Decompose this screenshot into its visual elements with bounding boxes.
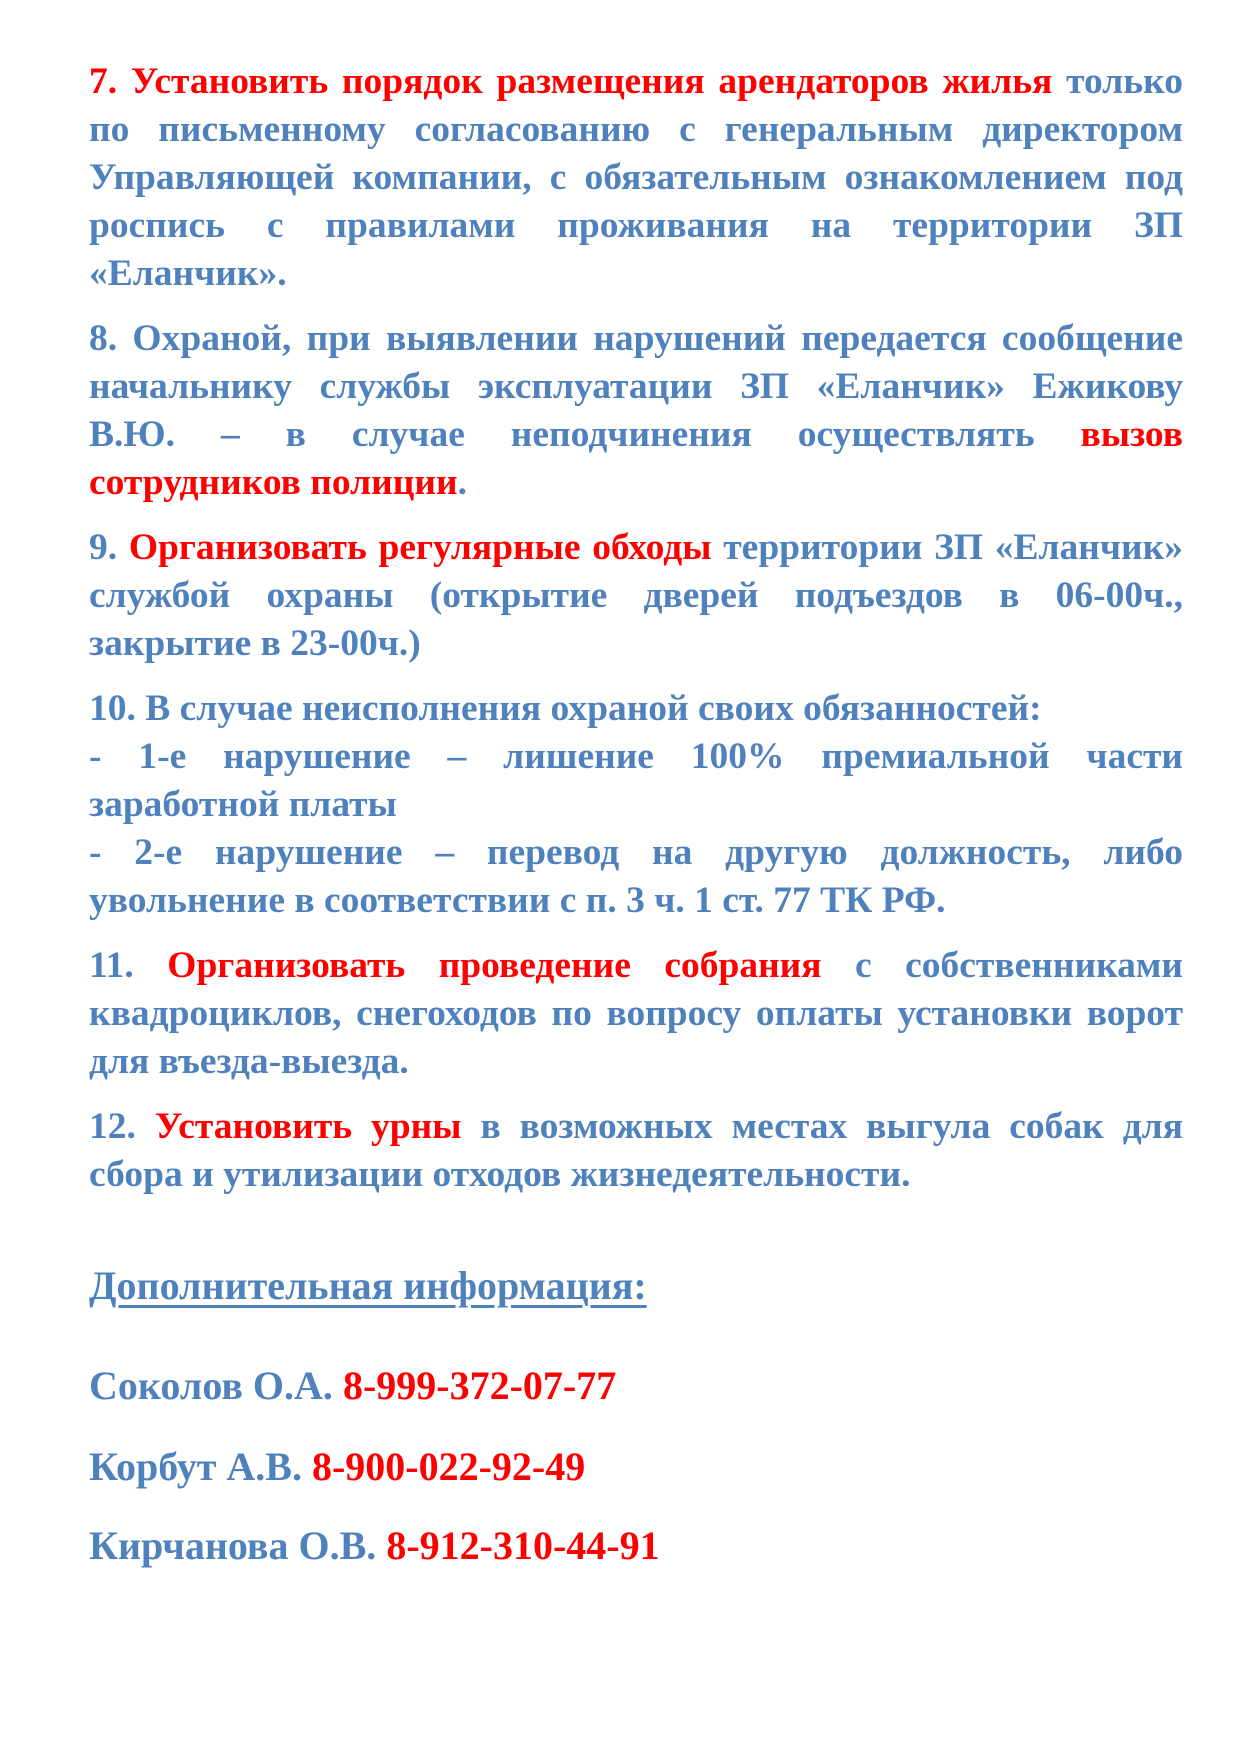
item-11-number: 11. xyxy=(89,945,134,986)
item-9-number: 9. xyxy=(89,527,118,568)
contact-line xyxy=(89,1362,616,1409)
item-7-number: 7. xyxy=(89,61,118,102)
item-8 xyxy=(89,315,1183,507)
item-7-lead: Установить порядок размещения арендаторов жилья xyxy=(130,61,1053,102)
item-9-highlight: Организовать регулярные обходы xyxy=(128,527,712,568)
item-10-violation-1: - 1-е нарушение – лишение 100% премиальной части заработной платы xyxy=(89,736,1183,825)
contact-phone: 8-912-310-44-91 xyxy=(386,1523,660,1568)
document-body xyxy=(89,58,1183,1216)
contact-name: Соколов О.А. xyxy=(89,1363,333,1408)
item-9-text: территории ЗП «Еланчик» службой охраны (открытие дверей подъездов в 06-00ч., закрытие в 23-00ч.) xyxy=(89,527,1184,664)
item-7-text: только по письменному согласованию с генеральным директором Управляющей компании, с обязательным ознакомлением под роспись с правилами проживания на территории ЗП «Еланчик». xyxy=(89,61,1183,294)
item-12-text: в возможных местах выгула собак для сбора и утилизации отходов жизнедеятельности. xyxy=(89,1106,1183,1195)
item-9 xyxy=(89,524,1183,668)
item-12-number: 12. xyxy=(89,1106,136,1147)
item-12-highlight: Установить урны xyxy=(154,1106,462,1147)
additional-info-title: Дополнительная информация: xyxy=(89,1263,647,1308)
item-10 xyxy=(89,685,1183,925)
item-7 xyxy=(89,58,1183,298)
contact-line xyxy=(89,1522,660,1569)
item-8-number: 8. xyxy=(89,318,118,359)
contact-phone: 8-999-372-07-77 xyxy=(342,1363,617,1408)
item-8-highlight: вызов сотрудников полиции xyxy=(89,414,1183,503)
contact-line xyxy=(89,1443,585,1490)
item-11 xyxy=(89,942,1183,1086)
item-11-highlight: Организовать проведение собрания xyxy=(167,945,822,986)
item-10-violation-2: - 2-е нарушение – перевод на другую должность, либо увольнение в соответствии с п. 3 ч. 1 ст. 77 ТК РФ. xyxy=(89,832,1183,921)
item-11-text: с собственниками квадроциклов, снегоходов по вопросу оплаты установки ворот для въезда-выезда. xyxy=(89,945,1184,1082)
item-8-text: Охраной, при выявлении нарушений передается сообщение начальнику службы эксплуатации ЗП «Еланчик» Ежикову В.Ю. – в случае неподчинения осуществлять xyxy=(89,318,1183,455)
item-8-tail: . xyxy=(457,462,467,503)
contact-phone: 8-900-022-92-49 xyxy=(311,1444,586,1489)
item-10-title: 10. В случае неисполнения охраной своих обязанностей: xyxy=(89,688,1042,729)
item-12 xyxy=(89,1103,1183,1199)
contact-name: Кирчанова О.В. xyxy=(89,1523,377,1568)
contact-name: Корбут А.В. xyxy=(89,1444,302,1489)
